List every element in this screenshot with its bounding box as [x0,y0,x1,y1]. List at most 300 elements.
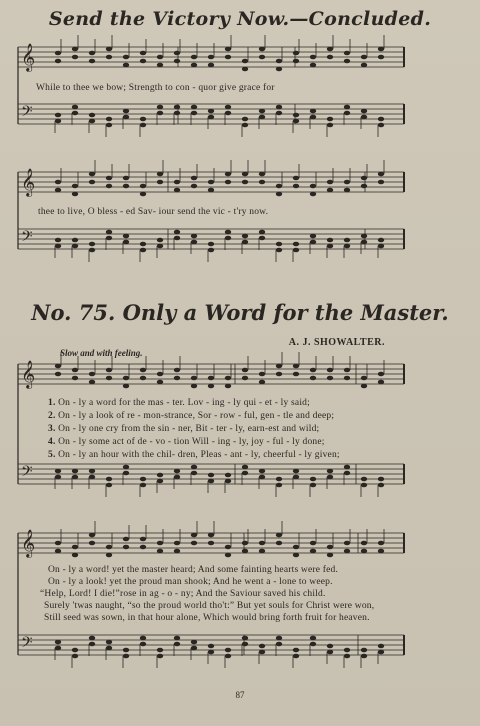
note-head [72,244,78,249]
bass-clef: 𝄢 [21,463,33,484]
note-head [89,636,95,641]
note-head [344,188,350,193]
note-head [327,188,333,193]
note-head [140,117,146,122]
note-head [361,234,367,239]
note-head [361,384,367,389]
note-head [157,380,163,385]
note-head [310,376,316,381]
note-head [106,483,112,488]
note-head [361,115,367,120]
note-head [293,545,299,550]
note-head [259,172,265,177]
note-head [344,105,350,110]
note-head [242,234,248,239]
note-head [327,47,333,52]
note-head [378,477,384,482]
note-head [310,642,316,647]
note-head [327,117,333,122]
note-head [259,475,265,480]
note-head [106,640,112,645]
note-head [208,479,214,484]
note-head [72,55,78,60]
note-head [191,471,197,476]
verse-line [48,450,340,460]
note-head [208,248,214,253]
note-head [225,376,231,381]
note-head [157,105,163,110]
note-head [361,648,367,653]
note-head [55,51,61,56]
note-head [276,483,282,488]
note-head [327,644,333,649]
note-head [242,123,248,128]
note-head [55,549,61,554]
note-head [208,376,214,381]
treble-clef: 𝄞 [21,168,36,196]
note-head [191,376,197,381]
note-head [157,111,163,116]
note-head [72,553,78,558]
note-head [344,111,350,116]
note-head [123,465,129,470]
note-head [106,236,112,241]
note-head [276,372,282,377]
note-head [174,105,180,110]
note-head [242,59,248,64]
note-head [123,184,129,189]
note-head [310,477,316,482]
note-head [123,109,129,114]
note-head [191,234,197,239]
note-head [259,549,265,554]
note-head [157,372,163,377]
note-head [327,376,333,381]
note-head [72,545,78,550]
page-header: Send the Victory Now.—Concluded. [48,8,432,30]
note-head [140,184,146,189]
note-head [55,119,61,124]
system2-lyrics: thee to live, O bless - ed Sav- iour send the vic - t'ry now. [38,207,269,217]
note-head [225,236,231,241]
note-head [378,117,384,122]
note-head [123,240,129,245]
verse-number: 2. [48,411,56,421]
note-head [310,192,316,197]
note-head [89,642,95,647]
note-head [378,549,384,554]
note-head [276,192,282,197]
note-head [208,541,214,546]
verse-number: 4. [48,437,56,447]
note-head [72,111,78,116]
note-head [89,380,95,385]
note-head [225,553,231,558]
note-head [140,642,146,647]
note-head [157,541,163,546]
note-head [123,63,129,68]
note-head [157,648,163,653]
note-head [259,372,265,377]
note-head [378,372,384,377]
note-head [191,541,197,546]
note-head [89,242,95,247]
refrain-line: Surely 'twas naught, “so the proud world tho't:” But yet souls for Christ were won, [44,601,375,611]
note-head [72,47,78,52]
note-head [72,238,78,243]
note-head [174,549,180,554]
note-head [293,242,299,247]
note-head [242,642,248,647]
note-head [106,55,112,60]
note-head [72,105,78,110]
note-head [140,483,146,488]
note-head [327,475,333,480]
note-head [310,541,316,546]
treble-clef: 𝄞 [21,360,36,388]
note-head [293,553,299,558]
note-head [55,541,61,546]
hymn-title: No. 75. Only a Word for the Master. [31,300,449,325]
note-head [191,184,197,189]
note-head [344,549,350,554]
note-head [242,67,248,72]
note-head [259,55,265,60]
note-head [55,364,61,369]
verse-line [48,411,334,421]
verse-number: 1. [48,398,56,408]
note-head [361,477,367,482]
note-head [242,549,248,554]
note-head [293,364,299,369]
note-head [310,636,316,641]
note-head [157,654,163,659]
note-head [191,176,197,181]
note-head [344,59,350,64]
note-head [276,59,282,64]
note-head [293,176,299,181]
note-head [174,188,180,193]
note-head [344,648,350,653]
note-head [55,113,61,118]
note-head [123,115,129,120]
note-head [293,113,299,118]
note-head [140,123,146,128]
note-head [378,644,384,649]
note-head [174,376,180,381]
note-head [174,236,180,241]
note-head [310,483,316,488]
note-head [72,184,78,189]
note-head [157,55,163,60]
note-head [140,51,146,56]
note-head [89,113,95,118]
note-head [208,55,214,60]
note-head [327,180,333,185]
note-head [208,180,214,185]
note-head [361,109,367,114]
note-head [378,483,384,488]
note-head [225,473,231,478]
note-head [174,541,180,546]
tempo-marking: Slow and with feeling. [60,348,143,358]
note-head [208,63,214,68]
note-head [55,188,61,193]
note-head [310,63,316,68]
note-head [157,238,163,243]
note-head [242,471,248,476]
note-head [225,55,231,60]
note-head [140,368,146,373]
note-head [276,248,282,253]
note-head [55,244,61,249]
treble-clef: 𝄞 [21,43,36,71]
note-head [123,471,129,476]
note-head [89,51,95,56]
bass-clef: 𝄢 [21,228,33,249]
verse-text: On - ly a look of re - mon-strance, Sor - row - ful, gen - tle and deep; [58,411,335,421]
note-head [378,47,384,52]
note-head [72,648,78,653]
note-head [208,533,214,538]
note-head [106,176,112,181]
note-head [310,115,316,120]
note-head [378,55,384,60]
note-head [361,184,367,189]
note-head [140,248,146,253]
page-number: 87 [235,690,245,700]
note-head [157,473,163,478]
note-head [72,475,78,480]
note-head [208,115,214,120]
note-head [344,244,350,249]
note-head [378,180,384,185]
note-head [310,55,316,60]
note-head [361,549,367,554]
note-head [259,380,265,385]
note-head [157,172,163,177]
note-head [123,376,129,381]
note-head [259,541,265,546]
note-head [276,642,282,647]
note-head [106,368,112,373]
note-head [55,475,61,480]
verse-text: On - ly a word for the mas - ter. Lov - ing - ly qui - et - ly said; [58,398,310,408]
note-head [276,242,282,247]
treble-clef: 𝄞 [21,529,36,557]
note-head [174,469,180,474]
verse-text: On - ly some act of de - vo - tion Will - ing - ly, joy - ful - ly done; [58,437,325,447]
note-head [361,376,367,381]
note-head [293,648,299,653]
verse-number: 5. [48,450,56,460]
note-head [208,644,214,649]
note-head [191,105,197,110]
note-head [259,115,265,120]
verse-text: On - ly one cry from the sin - ner, Bit - ter - ly, earn-est and wild; [58,424,320,434]
note-head [310,240,316,245]
note-head [106,477,112,482]
note-head [55,640,61,645]
note-head [89,248,95,253]
note-head [72,368,78,373]
note-head [106,123,112,128]
note-head [361,55,367,60]
note-head [259,230,265,235]
note-head [327,650,333,655]
note-head [174,111,180,116]
note-head [123,234,129,239]
note-head [344,180,350,185]
note-head [191,111,197,116]
note-head [259,47,265,52]
note-head [344,238,350,243]
note-head [378,650,384,655]
note-head [208,109,214,114]
note-head [361,176,367,181]
note-head [225,172,231,177]
note-head [140,477,146,482]
verse-line [48,398,310,408]
note-head [174,59,180,64]
note-head [174,636,180,641]
note-head [106,553,112,558]
note-head [191,646,197,651]
note-head [123,384,129,389]
note-head [225,545,231,550]
note-head [174,51,180,56]
note-head [259,236,265,241]
note-head [276,636,282,641]
note-head [242,541,248,546]
note-head [327,553,333,558]
note-head [310,109,316,114]
note-head [242,465,248,470]
note-head [123,55,129,60]
note-head [327,123,333,128]
note-head [55,238,61,243]
note-head [310,234,316,239]
bass-clef: 𝄢 [21,103,33,124]
note-head [106,117,112,122]
note-head [157,244,163,249]
refrain-line: On - ly a look! yet the proud man shook; And he went a - lone to weep. [48,577,333,587]
note-head [344,465,350,470]
system1-lyrics: While to thee we bow; Strength to con - quor give grace for [36,83,275,93]
composer: A. J. SHOWALTER. [288,337,385,348]
note-head [242,172,248,177]
note-head [191,465,197,470]
note-head [106,646,112,651]
verse-text: On - ly an hour with the chil- dren, Pleas - ant - ly, cheerful - ly given; [58,450,340,460]
note-head [89,172,95,177]
note-head [259,650,265,655]
note-head [259,180,265,185]
note-head [293,119,299,124]
note-head [174,180,180,185]
refrain-line: On - ly a word! yet the master heard; And some fainting hearts were fed. [48,565,339,575]
note-head [208,242,214,247]
note-head [123,545,129,550]
note-head [276,533,282,538]
note-head [344,541,350,546]
note-head [72,376,78,381]
note-head [89,180,95,185]
note-head [174,230,180,235]
note-head [259,469,265,474]
note-head [140,636,146,641]
note-head [89,119,95,124]
note-head [191,55,197,60]
note-head [242,376,248,381]
note-head [378,541,384,546]
note-head [276,105,282,110]
note-head [276,67,282,72]
note-head [106,184,112,189]
note-head [293,248,299,253]
note-head [327,238,333,243]
note-head [140,192,146,197]
note-head [361,483,367,488]
note-head [208,188,214,193]
note-head [225,180,231,185]
refrain-line: “Help, Lord! I die!”rose in ag - o - ny; And the Saviour saved his child. [40,589,326,599]
note-head [259,109,265,114]
note-head [310,549,316,554]
note-head [327,469,333,474]
note-head [208,384,214,389]
note-head [55,59,61,64]
note-head [327,55,333,60]
note-head [259,644,265,649]
note-head [293,184,299,189]
note-head [344,51,350,56]
note-head [140,545,146,550]
note-head [72,469,78,474]
note-head [327,545,333,550]
note-head [174,368,180,373]
note-head [72,654,78,659]
note-head [276,184,282,189]
note-head [191,533,197,538]
note-head [89,59,95,64]
note-head [191,384,197,389]
note-head [191,240,197,245]
note-head [344,376,350,381]
note-head [344,471,350,476]
note-head [327,368,333,373]
note-head [106,545,112,550]
note-head [123,654,129,659]
note-head [123,537,129,542]
note-head [106,230,112,235]
note-head [225,648,231,653]
note-head [310,184,316,189]
note-head [361,654,367,659]
note-head [242,240,248,245]
note-head [276,111,282,116]
verse-line [48,424,319,434]
note-head [293,654,299,659]
note-head [378,380,384,385]
note-head [293,51,299,56]
note-head [361,541,367,546]
note-head [174,475,180,480]
note-head [276,477,282,482]
note-head [106,376,112,381]
note-head [378,172,384,177]
note-head [242,636,248,641]
